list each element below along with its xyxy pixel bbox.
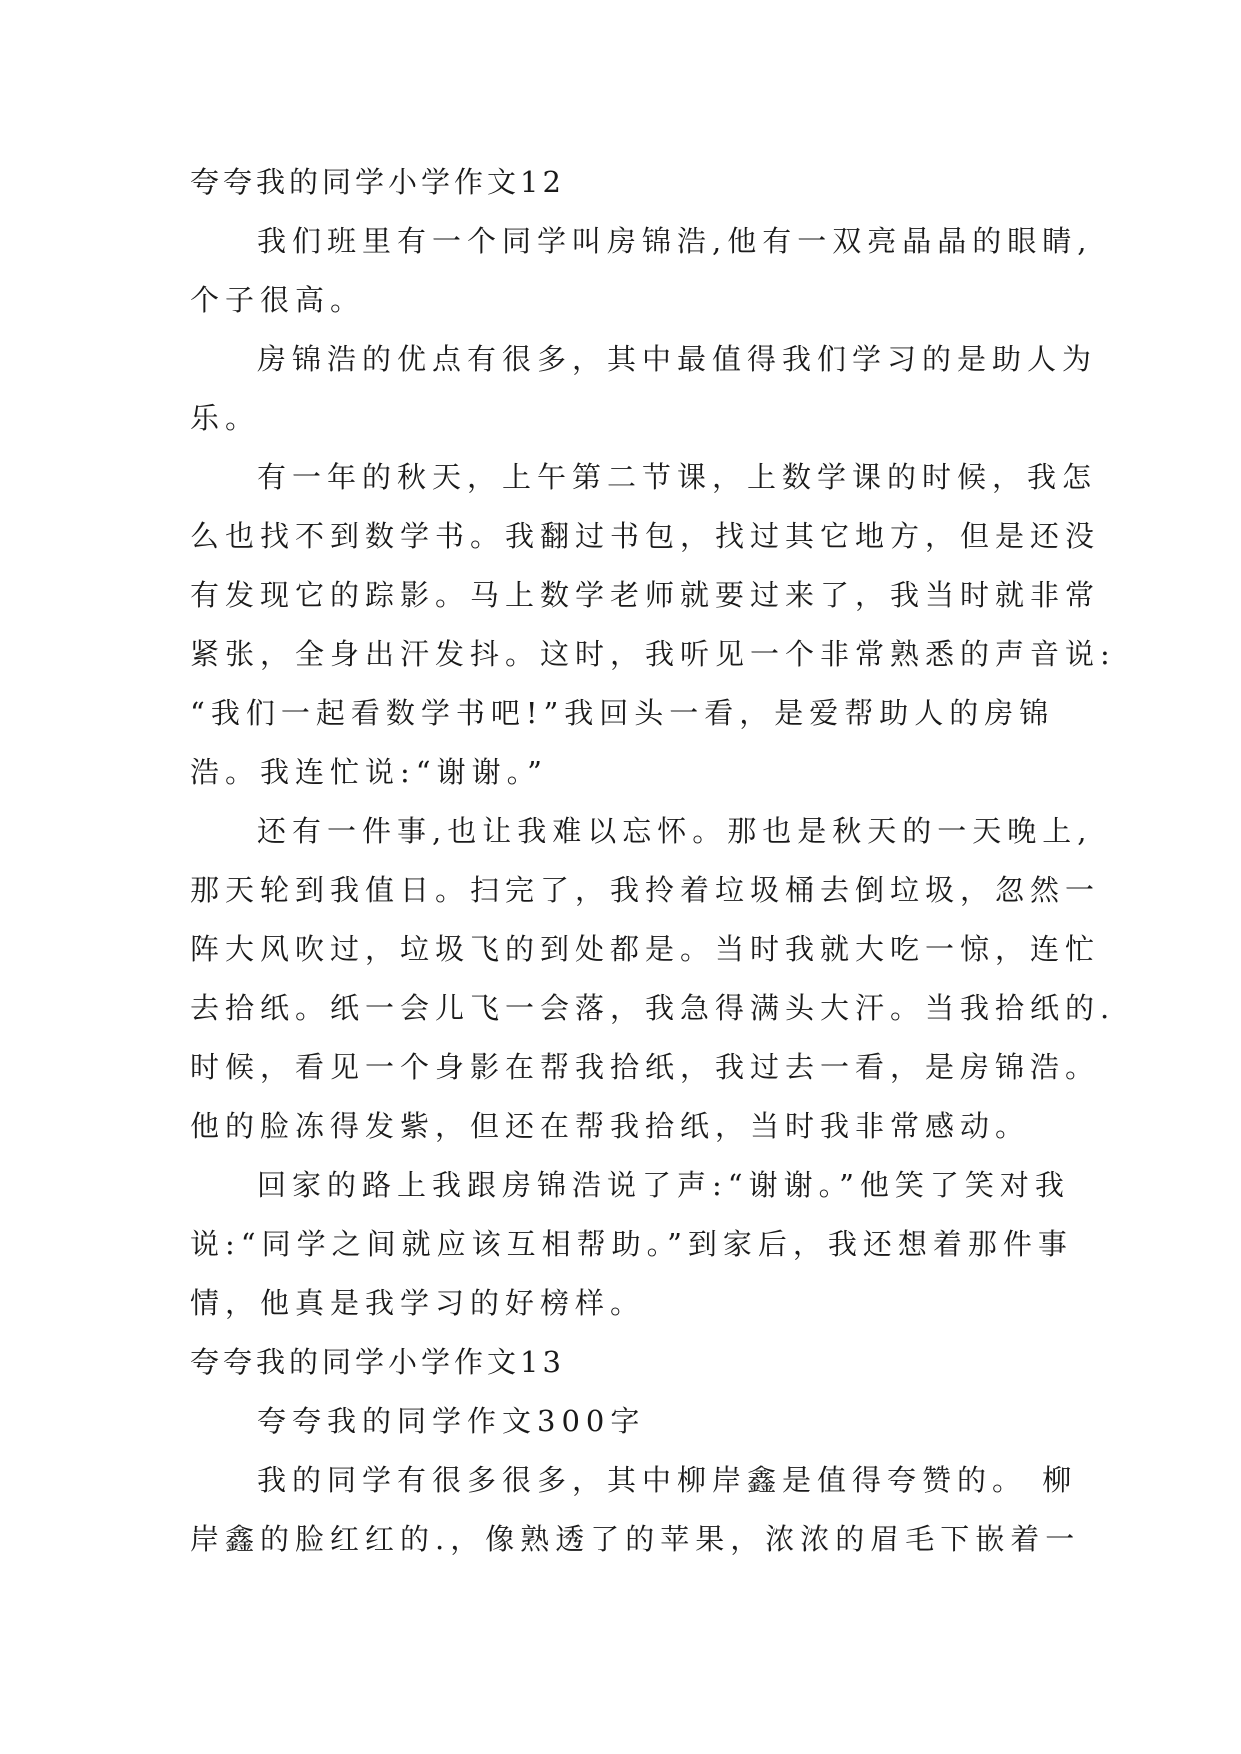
paragraph-line: 去拾纸。纸一会儿飞一会落，我急得满头大汗。当我拾纸的.	[190, 991, 1116, 1025]
paragraph-line: 情，他真是我学习的好榜样。	[190, 1286, 646, 1320]
paragraph-line: 回家的路上我跟房锦浩说了声:“谢谢。”他笑了笑对我	[257, 1168, 1070, 1202]
paragraph-line: 他的脸冻得发紫，但还在帮我拾纸，当时我非常感动。	[190, 1109, 1031, 1143]
paragraph-line: 阵大风吹过，垃圾飞的到处都是。当时我就大吃一惊，连忙	[190, 932, 1101, 966]
paragraph-line: 那天轮到我值日。扫完了，我拎着垃圾桶去倒垃圾，忽然一	[190, 873, 1101, 907]
paragraph-line: 我的同学有很多很多，其中柳岸鑫是值得夸赞的。 柳	[257, 1463, 1078, 1497]
paragraph-line: 个子很高。	[190, 283, 366, 317]
paragraph-line: 房锦浩的优点有很多，其中最值得我们学习的是助人为	[257, 342, 1098, 376]
paragraph-line: 浩。我连忙说:“谢谢。”	[190, 755, 548, 789]
essay-title: 夸夸我的同学小学作文13	[190, 1345, 565, 1379]
paragraph-line: 有一年的秋天，上午第二节课，上数学课的时候，我怎	[257, 460, 1098, 494]
essay-title: 夸夸我的同学小学作文12	[190, 165, 565, 199]
paragraph-line: 时候，看见一个身影在帮我拾纸，我过去一看，是房锦浩。	[190, 1050, 1101, 1084]
paragraph-line: 有发现它的踪影。马上数学老师就要过来了，我当时就非常	[190, 578, 1101, 612]
paragraph-line: 我们班里有一个同学叫房锦浩,他有一双亮晶晶的眼睛,	[257, 224, 1093, 258]
paragraph-line: 紧张，全身出汗发抖。这时，我听见一个非常熟悉的声音说:	[190, 637, 1116, 671]
paragraph-line: 说:“同学之间就应该互相帮助。”到家后，我还想着那件事	[190, 1227, 1073, 1261]
paragraph-line: 么也找不到数学书。我翻过书包，找过其它地方，但是还没	[190, 519, 1101, 553]
paragraph-line: “我们一起看数学书吧!”我回头一看，是爱帮助人的房锦	[190, 696, 1055, 730]
paragraph-line: 乐。	[190, 401, 261, 435]
paragraph-line: 还有一件事,也让我难以忘怀。那也是秋天的一天晚上,	[257, 814, 1093, 848]
paragraph-line: 夸夸我的同学作文300字	[257, 1404, 646, 1438]
paragraph-line: 岸鑫的脸红红的.，像熟透了的苹果，浓浓的眉毛下嵌着一	[190, 1522, 1081, 1556]
